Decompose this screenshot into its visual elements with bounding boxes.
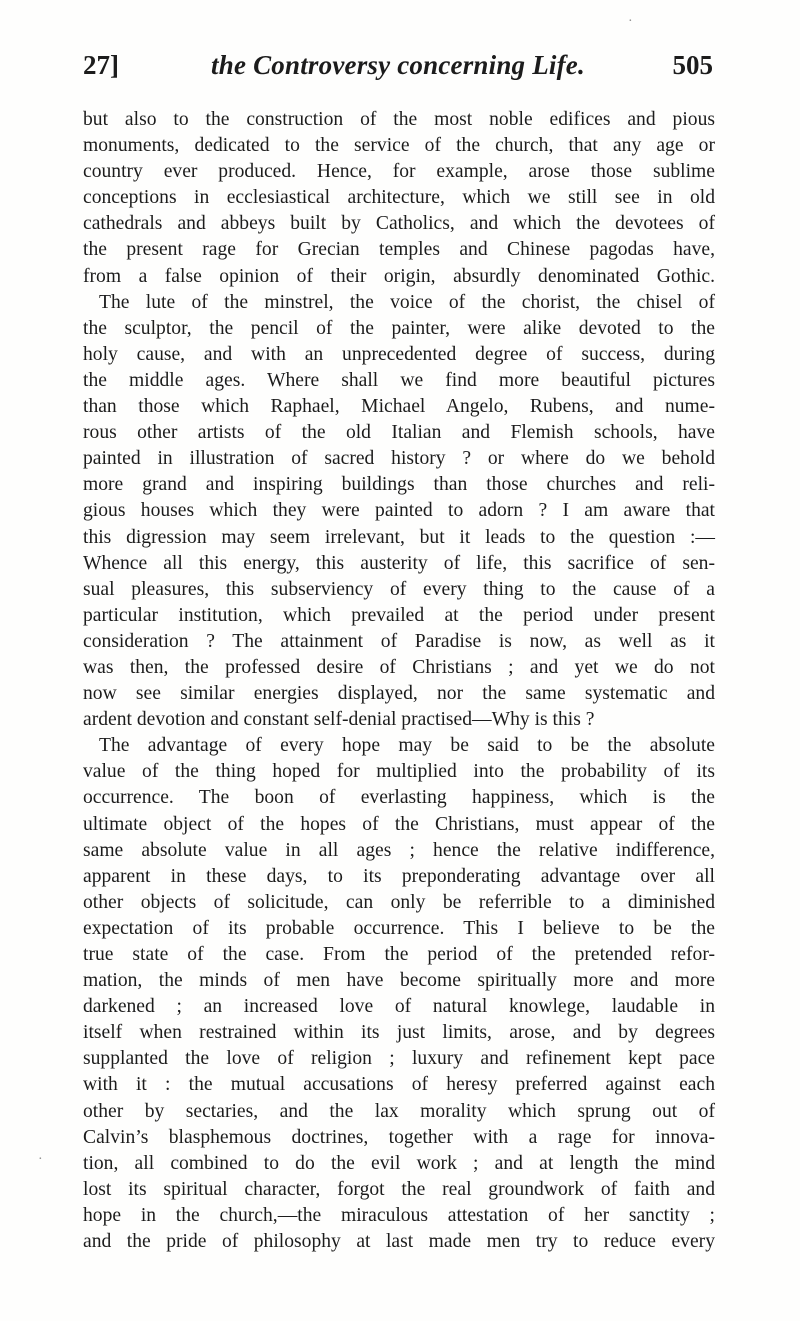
text-line: was then, the professed desire of Christians ; and yet we do not	[83, 656, 715, 678]
text-line: and the pride of philosophy at last made men try to reduce every	[83, 1231, 715, 1253]
body-text	[83, 107, 715, 1255]
text-line: the sculptor, the pencil of the painter, were alike devoted to the	[83, 317, 715, 339]
print-speck: ·	[628, 14, 633, 29]
text-line: monuments, dedicated to the service of the church, that any age or	[83, 135, 715, 157]
text-line: now see similar energies displayed, nor the same systematic and	[83, 683, 715, 705]
text-line: but also to the construction of the most noble edifices and pious	[83, 109, 715, 130]
text-line: mation, the minds of men have become spiritually more and more	[83, 970, 715, 992]
text-line: expectation of its probable occurrence. This I believe to be the	[83, 917, 715, 939]
text-line: ardent devotion and constant self-denial practised—Why is this ?	[83, 709, 595, 731]
running-head	[83, 50, 713, 90]
text-line: The advantage of every hope may be said to be the absolute	[99, 735, 715, 757]
text-line: same absolute value in all ages ; hence the relative indifference,	[83, 839, 715, 861]
text-line: rous other artists of the old Italian and Flemish schools, have	[83, 422, 715, 444]
text-line: darkened ; an increased love of natural knowlege, laudable in	[83, 996, 715, 1018]
text-line: value of the thing hoped for multiplied into the probability of its	[83, 761, 715, 783]
page-number: 505	[672, 50, 713, 80]
text-line: occurrence. The boon of everlasting happiness, which is the	[83, 787, 715, 809]
text-line: The lute of the minstrel, the voice of the chorist, the chisel of	[99, 291, 715, 313]
text-line: true state of the case. From the period of the pretended refor-	[83, 944, 715, 965]
text-line: hope in the church,—the miraculous attestation of her sanctity ;	[83, 1204, 715, 1226]
text-line: the present rage for Grecian temples and Chinese pagodas have,	[83, 239, 715, 261]
text-line: conceptions in ecclesiastical architecture, which we still see in old	[83, 187, 715, 209]
text-line: painted in illustration of sacred history ? or where do we behold	[83, 448, 715, 470]
text-line: from a false opinion of their origin, absurdly denominated Gothic.	[83, 265, 715, 287]
text-line: supplanted the love of religion ; luxury and refinement kept pace	[83, 1048, 715, 1070]
text-line: lost its spiritual character, forgot the real groundwork of faith and	[83, 1178, 715, 1200]
chapter-marker: 27]	[83, 50, 119, 80]
running-title: the Controversy concerning Life.	[211, 50, 585, 80]
text-line: itself when restrained within its just limits, arose, and by degrees	[83, 1022, 715, 1044]
text-line: other by sectaries, and the lax morality which sprung out of	[83, 1100, 715, 1122]
text-line: consideration ? The attainment of Paradise is now, as well as it	[83, 630, 715, 652]
text-line: ultimate object of the hopes of the Christians, must appear of the	[83, 813, 715, 835]
text-line: this digression may seem irrelevant, but it leads to the question :—	[83, 526, 715, 548]
text-line: the middle ages. Where shall we find more beautiful pictures	[83, 369, 715, 391]
text-line: Calvin’s blasphemous doctrines, together with a rage for innova-	[83, 1126, 715, 1148]
text-line: country ever produced. Hence, for example, arose those sublime	[83, 161, 715, 183]
text-line: with it : the mutual accusations of heresy preferred against each	[83, 1074, 715, 1096]
text-line: particular institution, which prevailed at the period under present	[83, 604, 715, 626]
text-line: apparent in these days, to its preponderating advantage over all	[83, 865, 715, 887]
print-speck: ·	[38, 1152, 43, 1167]
text-line: cathedrals and abbeys built by Catholics, and which the devotees of	[83, 213, 715, 235]
text-line: other objects of solicitude, can only be referrible to a diminished	[83, 891, 715, 913]
text-line: more grand and inspiring buildings than those churches and reli-	[83, 474, 715, 496]
text-line: Whence all this energy, this austerity of life, this sacrifice of sen-	[83, 552, 715, 574]
text-line: tion, all combined to do the evil work ; and at length the mind	[83, 1152, 715, 1174]
text-line: gious houses which they were painted to adorn ? I am aware that	[83, 500, 715, 522]
text-line: holy cause, and with an unprecedented degree of success, during	[83, 343, 715, 365]
text-line: sual pleasures, this subserviency of every thing to the cause of a	[83, 578, 715, 600]
text-line: than those which Raphael, Michael Angelo, Rubens, and nume-	[83, 396, 715, 418]
